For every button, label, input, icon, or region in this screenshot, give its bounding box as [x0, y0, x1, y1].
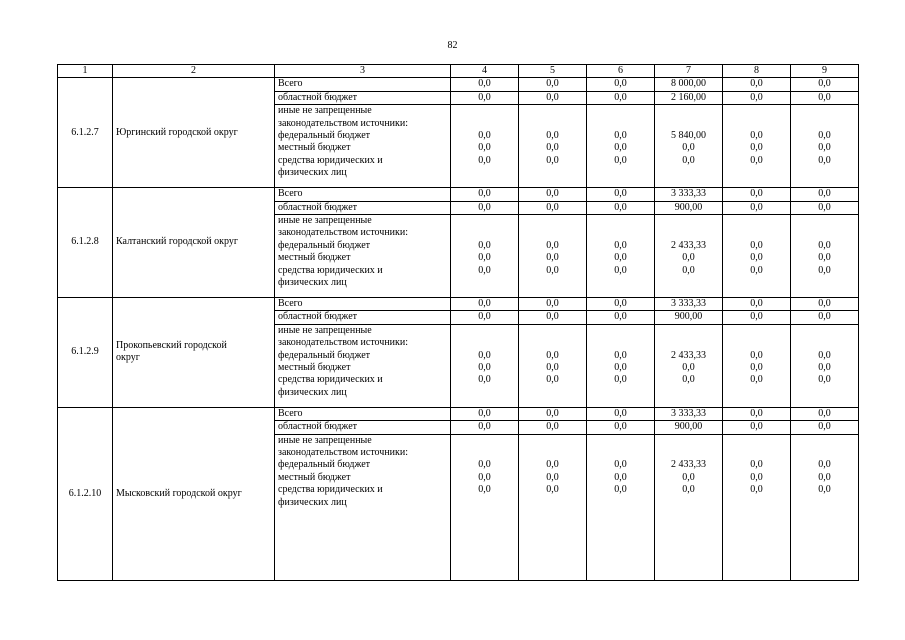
value-cell: 0,0 [587, 311, 655, 324]
spacer [655, 337, 722, 349]
value-legal: 0,0 [750, 264, 763, 276]
value-cell-group [519, 434, 587, 580]
value-local: 0,0 [682, 362, 695, 374]
spacer [451, 447, 518, 459]
value-federal: 0,0 [818, 349, 831, 361]
source-label-legal-1: средства юридических и [278, 374, 383, 386]
source-label-other-1: иные не запрещенные [278, 215, 372, 227]
spacer [655, 227, 722, 239]
value-cell: 0,0 [791, 201, 859, 214]
value-cell: 0,0 [451, 91, 519, 104]
value-cell: 0,0 [587, 298, 655, 311]
value-cell: 0,0 [519, 298, 587, 311]
spacer [451, 105, 518, 117]
municipality-name-line: Калтанский городской округ [116, 236, 238, 248]
source-other-labels [275, 105, 451, 188]
spacer [655, 435, 722, 447]
spacer [519, 447, 586, 459]
value-federal: 0,0 [614, 130, 627, 141]
value-cell: 900,00 [655, 311, 723, 324]
spacer [791, 435, 858, 447]
value-cell-group [655, 324, 723, 407]
value-legal: 0,0 [478, 154, 491, 166]
value-legal: 0,0 [682, 264, 695, 276]
value-legal: 0,0 [614, 374, 627, 386]
value-federal: 0,0 [750, 130, 763, 141]
value-legal: 0,0 [682, 484, 695, 496]
value-local: 0,0 [478, 142, 491, 154]
value-cell: 900,00 [655, 421, 723, 434]
value-cell: 0,0 [723, 188, 791, 201]
value-cell: 0,0 [519, 188, 587, 201]
value-federal: 0,0 [614, 239, 627, 251]
source-label-legal-2: физических лиц [278, 496, 347, 508]
value-cell-group [587, 434, 655, 580]
spacer [791, 447, 858, 459]
value-federal: 0,0 [478, 459, 491, 471]
table-body [58, 65, 859, 581]
value-cell-group [655, 215, 723, 298]
municipality-name [113, 407, 275, 580]
source-total-label: Всего [275, 188, 451, 201]
value-federal: 0,0 [546, 239, 559, 251]
spacer [587, 337, 654, 349]
spacer [791, 118, 858, 130]
spacer [451, 215, 518, 227]
item-code: 6.1.2.7 [58, 78, 113, 188]
value-cell: 0,0 [587, 407, 655, 420]
row-total [58, 407, 859, 420]
source-label-other-2: законодательством источники: [278, 117, 409, 129]
value-local: 0,0 [546, 142, 559, 154]
value-local: 0,0 [478, 362, 491, 374]
value-cell-group [451, 324, 519, 407]
source-label-local: местный бюджет [278, 471, 351, 483]
spacer [587, 447, 654, 459]
col-header-3: 3 [275, 65, 451, 78]
value-legal: 0,0 [682, 154, 695, 166]
spacer [723, 227, 790, 239]
source-label-other-1: иные не запрещенные [278, 105, 372, 117]
source-label-other-2: законодательством источники: [278, 227, 409, 239]
value-cell-group [723, 215, 791, 298]
col-header-5: 5 [519, 65, 587, 78]
value-cell: 0,0 [587, 91, 655, 104]
spacer [519, 215, 586, 227]
value-local: 0,0 [682, 252, 695, 264]
source-total-label: Всего [275, 298, 451, 311]
spacer [723, 435, 790, 447]
source-other-labels [275, 434, 451, 580]
value-local: 0,0 [546, 252, 559, 264]
source-label-legal-2: физических лиц [278, 167, 347, 179]
spacer [519, 118, 586, 130]
value-cell: 0,0 [587, 421, 655, 434]
value-federal: 0,0 [750, 349, 763, 361]
value-legal: 0,0 [818, 264, 831, 276]
value-legal: 0,0 [818, 484, 831, 496]
value-cell-group [451, 434, 519, 580]
spacer [451, 227, 518, 239]
spacer [451, 325, 518, 337]
item-code: 6.1.2.10 [58, 407, 113, 580]
value-cell: 3 333,33 [655, 298, 723, 311]
value-cell-group [451, 215, 519, 298]
source-label-federal: федеральный бюджет [278, 349, 371, 361]
spacer [791, 105, 858, 117]
source-regional-label: областной бюджет [275, 311, 451, 324]
value-cell-group [791, 215, 859, 298]
value-cell: 0,0 [723, 421, 791, 434]
value-legal: 0,0 [614, 264, 627, 276]
value-cell: 0,0 [451, 78, 519, 91]
col-header-9: 9 [791, 65, 859, 78]
value-federal: 0,0 [818, 459, 831, 471]
value-local: 0,0 [614, 252, 627, 264]
value-cell: 0,0 [791, 421, 859, 434]
value-cell-group [587, 105, 655, 188]
value-legal: 0,0 [546, 264, 559, 276]
source-regional-label: областной бюджет [275, 421, 451, 434]
value-cell-group [723, 434, 791, 580]
value-federal: 0,0 [546, 459, 559, 471]
value-federal: 0,0 [478, 239, 491, 251]
value-local: 0,0 [682, 471, 695, 483]
value-cell-group [587, 324, 655, 407]
value-legal: 0,0 [546, 374, 559, 386]
spacer [587, 105, 654, 117]
value-cell: 0,0 [791, 311, 859, 324]
value-cell: 0,0 [519, 201, 587, 214]
municipality-name [113, 78, 275, 188]
value-cell: 3 333,33 [655, 407, 723, 420]
value-local: 0,0 [818, 252, 831, 264]
value-legal: 0,0 [546, 484, 559, 496]
source-label-legal-1: средства юридических и [278, 484, 383, 496]
value-cell: 0,0 [451, 311, 519, 324]
value-cell: 0,0 [451, 201, 519, 214]
value-legal: 0,0 [750, 484, 763, 496]
spacer [451, 337, 518, 349]
value-cell: 0,0 [791, 298, 859, 311]
source-other-labels [275, 215, 451, 298]
value-cell-group [519, 324, 587, 407]
spacer [451, 118, 518, 130]
value-cell-group [519, 105, 587, 188]
item-code: 6.1.2.9 [58, 298, 113, 408]
source-label-federal: федеральный бюджет [278, 239, 371, 251]
spacer [587, 215, 654, 227]
source-label-other-1: иные не запрещенные [278, 324, 372, 336]
value-cell: 0,0 [791, 91, 859, 104]
source-other-labels [275, 324, 451, 407]
value-legal: 0,0 [478, 374, 491, 386]
value-federal: 2 433,33 [671, 239, 706, 251]
value-federal: 0,0 [750, 239, 763, 251]
spacer [519, 105, 586, 117]
source-label-legal-2: физических лиц [278, 386, 347, 398]
value-legal: 0,0 [750, 154, 763, 166]
value-legal: 0,0 [478, 264, 491, 276]
spacer [451, 435, 518, 447]
page-number: 82 [447, 40, 458, 51]
spacer [587, 227, 654, 239]
municipality-name-line: округ [116, 352, 140, 364]
value-cell-group [451, 105, 519, 188]
value-cell-group [587, 215, 655, 298]
value-local: 0,0 [546, 471, 559, 483]
value-cell: 0,0 [791, 407, 859, 420]
value-legal: 0,0 [546, 154, 559, 166]
item-code: 6.1.2.8 [58, 188, 113, 298]
spacer [723, 215, 790, 227]
source-total-label: Всего [275, 407, 451, 420]
value-federal: 0,0 [818, 130, 831, 141]
row-total [58, 298, 859, 311]
value-cell: 0,0 [587, 188, 655, 201]
value-cell-group [655, 105, 723, 188]
spacer [587, 118, 654, 130]
municipality-name-line: Прокопьевский городской [116, 340, 227, 352]
source-regional-label: областной бюджет [275, 91, 451, 104]
row-total [58, 188, 859, 201]
value-local: 0,0 [750, 362, 763, 374]
value-cell: 0,0 [451, 188, 519, 201]
value-local: 0,0 [546, 362, 559, 374]
source-label-legal-2: физических лиц [278, 277, 347, 289]
spacer [723, 118, 790, 130]
spacer [587, 435, 654, 447]
source-label-other-1: иные не запрещенные [278, 434, 372, 446]
value-cell-group [791, 434, 859, 580]
value-local: 0,0 [478, 252, 491, 264]
source-label-legal-1: средства юридических и [278, 154, 383, 166]
value-cell: 0,0 [519, 91, 587, 104]
value-cell-group [723, 324, 791, 407]
spacer [791, 215, 858, 227]
value-local: 0,0 [750, 471, 763, 483]
value-cell-group [519, 215, 587, 298]
value-legal: 0,0 [818, 374, 831, 386]
value-local: 0,0 [682, 142, 695, 154]
value-federal: 5 840,00 [671, 130, 706, 141]
value-legal: 0,0 [614, 484, 627, 496]
value-cell: 0,0 [519, 78, 587, 91]
source-label-federal: федеральный бюджет [278, 130, 371, 142]
column-number-row [58, 65, 859, 78]
source-label-local: местный бюджет [278, 142, 351, 154]
value-cell: 0,0 [723, 201, 791, 214]
value-legal: 0,0 [818, 154, 831, 166]
value-cell: 0,0 [791, 188, 859, 201]
value-cell: 0,0 [587, 78, 655, 91]
spacer [791, 325, 858, 337]
value-cell-group [791, 324, 859, 407]
value-legal: 0,0 [614, 154, 627, 166]
value-cell: 0,0 [587, 201, 655, 214]
value-cell-group [791, 105, 859, 188]
col-header-6: 6 [587, 65, 655, 78]
value-cell: 0,0 [451, 421, 519, 434]
value-federal: 0,0 [818, 239, 831, 251]
spacer [723, 447, 790, 459]
funding-table [57, 64, 859, 581]
value-local: 0,0 [818, 471, 831, 483]
spacer [655, 447, 722, 459]
value-local: 0,0 [818, 362, 831, 374]
value-cell: 0,0 [723, 91, 791, 104]
source-label-other-2: законодательством источники: [278, 447, 409, 459]
col-header-2: 2 [113, 65, 275, 78]
spacer [655, 118, 722, 130]
spacer [519, 435, 586, 447]
value-federal: 0,0 [546, 349, 559, 361]
source-label-other-2: законодательством источники: [278, 337, 409, 349]
value-cell: 0,0 [723, 407, 791, 420]
value-cell: 0,0 [519, 407, 587, 420]
spacer [791, 337, 858, 349]
value-federal: 0,0 [614, 349, 627, 361]
spacer [723, 337, 790, 349]
spacer [723, 105, 790, 117]
value-cell: 0,0 [451, 407, 519, 420]
col-header-7: 7 [655, 65, 723, 78]
source-label-local: местный бюджет [278, 362, 351, 374]
row-total [58, 78, 859, 91]
spacer [587, 325, 654, 337]
spacer [655, 215, 722, 227]
value-cell-group [723, 105, 791, 188]
value-cell: 0,0 [519, 311, 587, 324]
source-label-federal: федеральный бюджет [278, 459, 371, 471]
col-header-1: 1 [58, 65, 113, 78]
value-cell: 0,0 [723, 298, 791, 311]
spacer [519, 337, 586, 349]
value-local: 0,0 [614, 471, 627, 483]
source-total-label: Всего [275, 78, 451, 91]
spacer [723, 325, 790, 337]
municipality-name [113, 298, 275, 408]
value-local: 0,0 [478, 471, 491, 483]
value-local: 0,0 [818, 142, 831, 154]
value-cell-group [655, 434, 723, 580]
value-legal: 0,0 [478, 484, 491, 496]
source-regional-label: областной бюджет [275, 201, 451, 214]
value-cell: 0,0 [723, 78, 791, 91]
value-federal: 2 433,33 [671, 459, 706, 471]
value-local: 0,0 [614, 142, 627, 154]
value-cell: 3 333,33 [655, 188, 723, 201]
spacer [519, 227, 586, 239]
municipality-name [113, 188, 275, 298]
value-federal: 0,0 [614, 459, 627, 471]
value-legal: 0,0 [682, 374, 695, 386]
value-federal: 2 433,33 [671, 349, 706, 361]
value-cell: 2 160,00 [655, 91, 723, 104]
source-label-legal-1: средства юридических и [278, 264, 383, 276]
value-federal: 0,0 [478, 349, 491, 361]
value-cell: 0,0 [519, 421, 587, 434]
spacer [791, 227, 858, 239]
spacer [655, 325, 722, 337]
value-cell: 0,0 [791, 78, 859, 91]
value-local: 0,0 [750, 142, 763, 154]
value-cell: 900,00 [655, 201, 723, 214]
col-header-8: 8 [723, 65, 791, 78]
value-legal: 0,0 [750, 374, 763, 386]
value-federal: 0,0 [546, 130, 559, 141]
value-local: 0,0 [614, 362, 627, 374]
value-federal: 0,0 [750, 459, 763, 471]
value-federal: 0,0 [478, 130, 491, 141]
municipality-name-line: Мысковский городской округ [116, 487, 242, 499]
source-label-local: местный бюджет [278, 252, 351, 264]
value-cell: 8 000,00 [655, 78, 723, 91]
col-header-4: 4 [451, 65, 519, 78]
spacer [519, 325, 586, 337]
value-cell: 0,0 [451, 298, 519, 311]
spacer [655, 105, 722, 117]
value-cell: 0,0 [723, 311, 791, 324]
value-local: 0,0 [750, 252, 763, 264]
municipality-name-line: Юргинский городской округ [116, 126, 238, 138]
